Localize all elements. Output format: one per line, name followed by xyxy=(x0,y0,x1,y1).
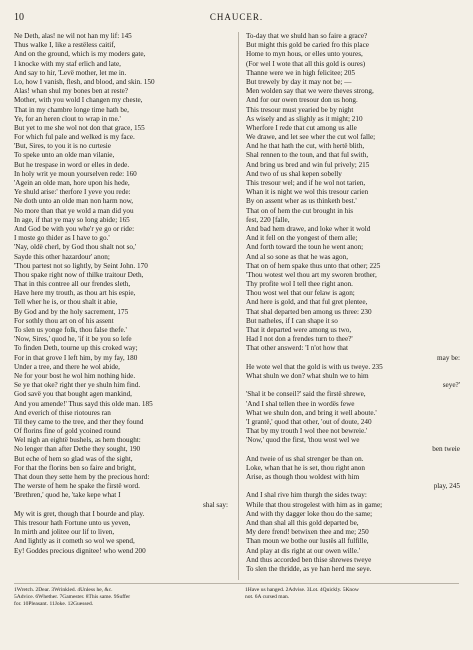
text-line: Wel nigh an eightë bushels, as hem thought: xyxy=(14,436,141,445)
text-line: No lenger than after Dethe they sought, 190 xyxy=(14,445,141,454)
text-line: In age, if that ye may so long abide; 165 xyxy=(14,215,130,224)
text-line: Whan it is night we wol this tresour carien xyxy=(246,188,369,197)
text-line: And bad hem drawe, and loke wher it wold xyxy=(246,224,371,233)
text-line: This tresour must yearied be by night xyxy=(246,105,354,114)
text-line: And say to hir, 'Levë mother, let me in. xyxy=(14,68,127,77)
text-line: God savë you that bought agen mankind, xyxy=(14,390,132,399)
text-line: To finden Deth, tourne up this croked way; xyxy=(14,344,138,353)
text-line: But eche of hem so glad was of the sight, xyxy=(14,454,133,463)
text-line: Than moun we bothe our lustës all fulfille, xyxy=(246,537,369,546)
text-line: This tresour hath Fortune unto us yeven, xyxy=(14,518,131,527)
footnotes-right xyxy=(245,587,459,608)
text-line: The werste of hem he spake the firstë word. xyxy=(14,482,140,491)
text-line: As wisely and as slighly as it might; 210 xyxy=(246,114,363,123)
text-line: Thou spake right now of thilke traitour Deth, xyxy=(14,270,144,279)
page-header xyxy=(0,12,473,26)
text-line: Ne doth unto an olde man non harm now, xyxy=(14,197,134,206)
text-line: Se ye that oke? right ther ye shuln him find. xyxy=(14,381,141,390)
text-line: But yet to me she wol not don that grace, 155 xyxy=(14,123,145,132)
text-line: not. 6A cursed man. xyxy=(245,594,290,600)
text-line: Thanne were we in high felicitee; 205 xyxy=(246,68,355,77)
text-line: But he trespase in word or elles in dede. xyxy=(14,160,130,169)
text-line: (For wel I wote that all this gold is oures) xyxy=(246,59,366,68)
text-line: Loke, whan that he is set, thou right anon xyxy=(246,463,365,472)
text-line: 'Thou partest not so lightly, by Seint John. 170 xyxy=(14,261,148,270)
text-line: And than shal all this gold departed be, xyxy=(246,518,359,527)
text-line: 'Brethren,' quod he, 'take kepe what I xyxy=(14,491,121,500)
text-line: For which ful pale and welked is my face. xyxy=(14,133,135,142)
text-line: 5Advice. 6Whether. 7Gamester. 8This same. 9Suffer xyxy=(14,594,131,600)
text-line: That on of hem the cut brought in his xyxy=(246,206,353,215)
text-line: Ye shuld arise:' therfore I yeve you rede: xyxy=(14,188,131,197)
text-line: Home to myn hous, or elles unto youres, xyxy=(246,50,363,59)
text-line: I moste go thider as I have to go.' xyxy=(14,234,110,243)
text-line: 'Now,' quod the first, 'thou wost wel we xyxy=(246,436,360,445)
text-line: shal say: xyxy=(203,500,228,509)
text-line: Tell wher he is, or thou shalt it abie, xyxy=(14,298,118,307)
text-line: And you amende!' Thus sayd this olde man. 185 xyxy=(14,399,153,408)
text-line: play, 245 xyxy=(433,482,460,491)
text-line: That other answerd: 'I n'ot how that xyxy=(246,344,348,353)
text-line: That by my trouth I wol thee not bewreie.' xyxy=(246,427,368,436)
text-line: Under a tree, and there he wol abide, xyxy=(14,362,120,371)
text-line: Lo, how I vanish, flesh, and blood, and skin. 150 xyxy=(14,77,155,86)
text-line: Men wolden say that we were theves strong, xyxy=(246,87,374,96)
text-line: Had I not don a frendes turn to thee?' xyxy=(246,335,353,344)
text-line: My dere frend! betwixen thee and me; 250 xyxy=(246,528,369,537)
text-line: And God be with you whe'r ye go or ride: xyxy=(14,224,135,233)
text-line: For that the florins ben so faire and bright, xyxy=(14,463,136,472)
text-line: No more than that ye wold a man did you xyxy=(14,206,134,215)
text-line: 'Nay, oldë cherl, by God thou shalt not so,' xyxy=(14,243,137,252)
text-line: Of florins fine of gold ycoined round xyxy=(14,427,121,436)
footnotes-left xyxy=(14,587,228,608)
text-line: Thus walke I, like a restëless caitif, xyxy=(14,41,116,50)
text-line: 'Thou wotest wel thou art my sworen brother, xyxy=(246,270,377,279)
right-column xyxy=(246,32,460,574)
text-line: That in my chambre longe time hath be, xyxy=(14,105,129,114)
footnotes xyxy=(14,583,459,608)
text-line: And tweie of us shal strenger be than on. xyxy=(246,454,364,463)
text-line: Thy profite wol I tell thee right anon. xyxy=(246,280,353,289)
text-line: Ey! Goddes precious dignitee! who wend 200 xyxy=(14,546,146,555)
text-line: By on assent wher as us thinketh best.' xyxy=(246,197,357,206)
left-column xyxy=(14,32,228,556)
text-line: That in this contree all our frendes sleth, xyxy=(14,280,131,289)
text-line: That shal departed ben among us three: 230 xyxy=(246,307,372,316)
text-line: 'I grantë,' quod that other, 'out of doute, 240 xyxy=(246,417,372,426)
text-line: To speke unto an olde man vilanie, xyxy=(14,151,115,160)
text-line: 'And I shal tellen thee in wordës fewe xyxy=(246,399,355,408)
text-line: While that thou strogelest with him as in game; xyxy=(246,500,383,509)
text-line: But might this gold be caried fro this place xyxy=(246,41,369,50)
text-line: What we shuln don, and bring it well aboute.' xyxy=(246,408,377,417)
text-line: And he that hath the cut, with hertë blith, xyxy=(246,142,365,151)
text-line: To-day that we shuld han so faire a grace? xyxy=(246,32,368,40)
text-line: And forth toward the toun he went anon; xyxy=(246,243,364,252)
text-line: And everich of thise riotoures ran xyxy=(14,408,111,417)
text-line: But trewely by day it may not be; — xyxy=(246,77,352,86)
text-line: 1Wretch. 2Dear. 3Wrinkled. 4Unless he, &c. xyxy=(14,587,113,593)
text-line: That doun they sette hem by the precious hord: xyxy=(14,473,150,481)
text-line: For sothly thou art on of his assent xyxy=(14,316,114,325)
text-line: fest, 220 [falle, xyxy=(246,215,290,224)
text-line: And lightly as it cometh so wol we spend, xyxy=(14,537,135,546)
text-line: But natheles, if I can shape it so xyxy=(246,316,338,325)
text-line: And on the ground, which is my moders gate, xyxy=(14,50,146,59)
text-line: Alas! whan shul my bones ben at reste? xyxy=(14,87,128,96)
text-line: Ye, for an heren clout to wrap in me.' xyxy=(14,114,121,123)
text-line: And bring us bred and win ful prively; 215 xyxy=(246,160,370,169)
text-line: He wote wel that the gold is with us tweye. 235 xyxy=(246,362,383,371)
text-line: In mirth and jolitee our lif to liven, xyxy=(14,528,115,537)
text-line: Have here my trouth, as thou art his espie, xyxy=(14,289,136,298)
page-number: 10 xyxy=(14,12,24,23)
text-line: Arise, as though thou woldest with him xyxy=(246,473,360,481)
text-line: Shal rennen to the toun, and that ful swith, xyxy=(246,151,369,160)
text-line: To slen the thridde, as ye han herd me seye. xyxy=(246,564,372,573)
text-line: 'Now, Sires,' quod he, 'if it be you so lefe xyxy=(14,335,132,344)
text-line: And al so sone as that he was agon, xyxy=(246,252,349,261)
text-line: And for our owen tresour don us hong. xyxy=(246,96,358,105)
text-line: In holy writ ye moun yourselven rede: 160 xyxy=(14,169,137,178)
text-line: By God and by the holy sacrement, 175 xyxy=(14,307,129,316)
text-line: Ne for your bost he wol him nothing hide. xyxy=(14,371,136,380)
text-line: For in that grove I left him, by my fay, 180 xyxy=(14,353,138,362)
text-line: That on of hem spake thus unto that other; 225 xyxy=(246,261,381,270)
text-line: Thou wost wel that our felaw is agon; xyxy=(246,289,355,298)
column-divider xyxy=(238,32,239,580)
text-line: Sayde this other hazardour' anon; xyxy=(14,252,110,261)
text-line: seye?' xyxy=(442,381,460,390)
text-line: We drawe, and let see wher the cut wol falle; xyxy=(246,133,376,142)
text-line: I knocke with my staf erlich and late, xyxy=(14,59,121,68)
text-line: And I shal rive him thurgh the sides tway: xyxy=(246,491,367,500)
running-title: CHAUCER. xyxy=(209,12,264,22)
text-line: 'Agein an olde man, hore upon his hede, xyxy=(14,179,130,187)
text-line: for. 10Pleasant. 11Joke. 12Guessed. xyxy=(14,601,94,607)
text-line: And thus accorded ben thise shrewes tweye xyxy=(246,555,372,564)
text-line: And with thy dagger loke thou do the same; xyxy=(246,509,373,518)
text-line: What shuln we don? what shuln we to him xyxy=(246,371,369,380)
text-line: This tresour wel; and if he wol not tarien, xyxy=(246,179,366,187)
text-line: 'But, Sires, to you it is no curtesie xyxy=(14,142,111,151)
text-line: And play at dis right at our owen wille.' xyxy=(246,546,361,555)
text-line: 'Shal it be conseil?' said the firstë shrewe, xyxy=(246,390,366,399)
text-line: My wit is gret, though that I bourde and play. xyxy=(14,509,145,518)
text-line: Mother, with you wold I changen my cheste, xyxy=(14,96,143,105)
text-line: Ne Deth, alas! ne wil not han my lif: 145 xyxy=(14,32,132,40)
text-line: Wherfore I rede that cut among us alle xyxy=(246,123,357,132)
text-line: That it departed were among us two, xyxy=(246,326,352,334)
text-line: And two of us shal kepen sobelly xyxy=(246,169,342,178)
text-line: Til they came to the tree, and ther they found xyxy=(14,417,144,426)
text-line: may be: xyxy=(437,353,460,362)
text-line: 1Have us hanged. 2Advise. 3Lot. 4Quickly. 5Know xyxy=(245,587,359,593)
text-line: ben tweie xyxy=(432,445,460,454)
text-line: And it fell on the yongest of them alle; xyxy=(246,234,358,243)
text-line: And here is gold, and that ful gret plentee, xyxy=(246,298,368,307)
text-line: To slen us yonge folk, thou false thefe.' xyxy=(14,326,127,334)
